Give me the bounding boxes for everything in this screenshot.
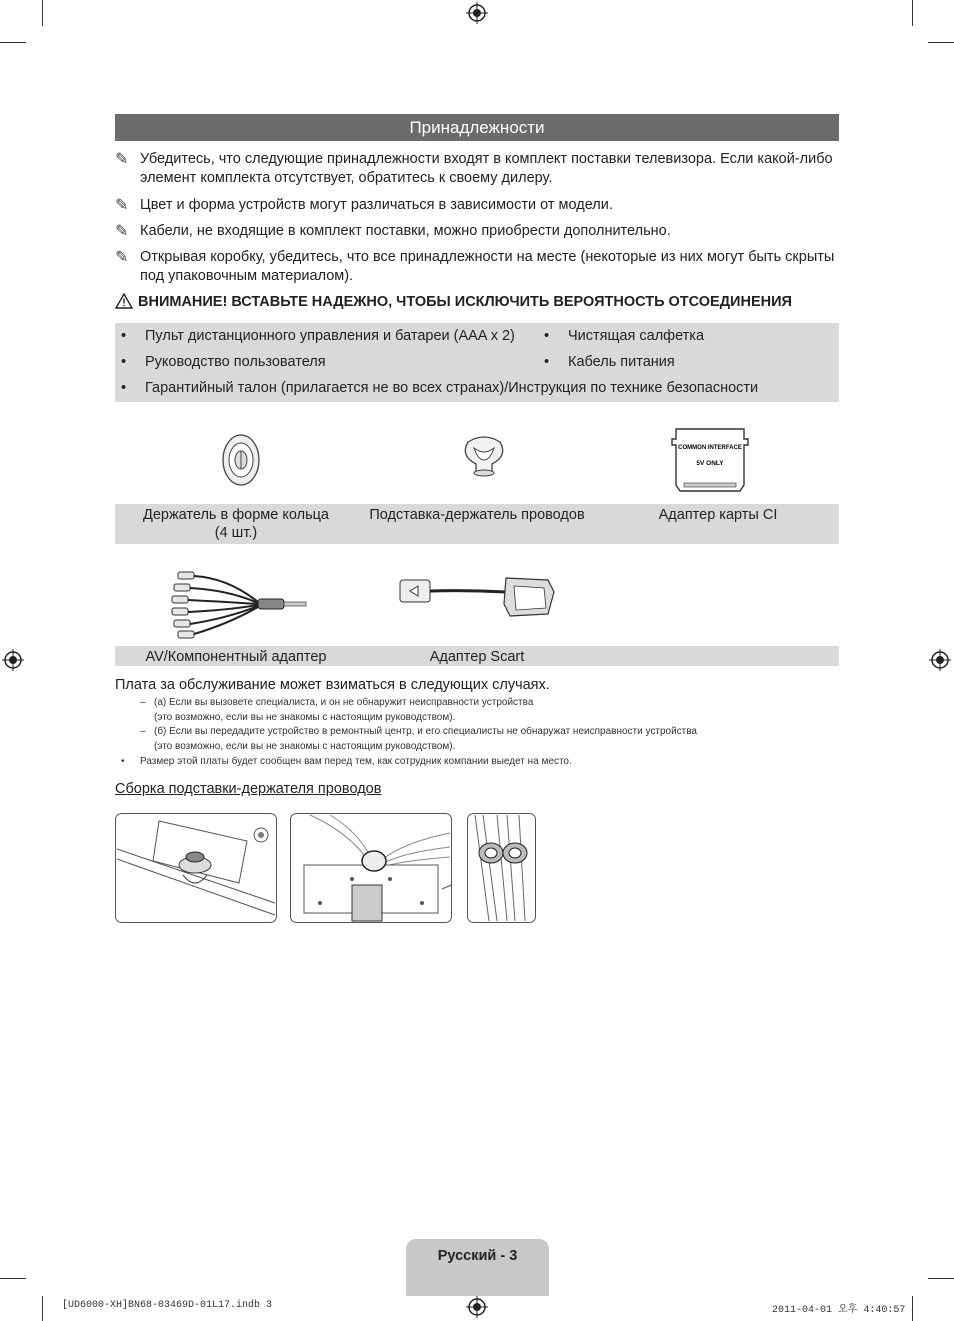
list-item-text: Пульт дистанционного управления и батареи (AAA x 2) (145, 328, 515, 344)
crop-mark (0, 42, 26, 43)
print-timestamp: 2011-04-01 오후 4:40:57 (772, 1305, 906, 1316)
crop-mark (42, 0, 43, 26)
service-case-a-note: (это возможно, если вы не знакомы с настоящим руководством). (154, 712, 456, 723)
note-item (115, 150, 835, 188)
dash: – (140, 697, 146, 708)
crop-mark (42, 1296, 43, 1321)
crop-mark (0, 1278, 26, 1279)
list-item-text: Руководство пользователя (145, 354, 326, 370)
registration-mark-icon (466, 1296, 488, 1318)
print-file-slug: [UD6000-XH]BN68-03469D-01L17.indb 3 (62, 1300, 273, 1311)
av-adapter-caption: AV/Компонентный адаптер (145, 649, 327, 665)
bullet: • (121, 380, 127, 396)
section-title: Принадлежности (115, 114, 839, 141)
bullet: • (544, 354, 550, 370)
page-number-tab (406, 1239, 549, 1296)
ring-holder-caption (120, 506, 352, 542)
ci-card-adapter-illustration (670, 425, 750, 493)
cable-stand-holder-illustration (460, 434, 508, 478)
assembly-step-1-illustration (115, 813, 277, 923)
note-text: Цвет и форма устройств могут различаться в зависимости от модели. (140, 197, 613, 213)
list-item-text: Кабель питания (568, 354, 675, 370)
crop-mark (912, 0, 913, 26)
ci-label-line-2: 5V ONLY (696, 460, 724, 467)
note-item (115, 196, 835, 215)
pencil-note-icon: ✎ (115, 151, 129, 168)
crop-mark (928, 1278, 954, 1279)
assembly-step-2-illustration (290, 813, 452, 923)
assembly-title: Сборка подставки-держателя проводов (115, 781, 382, 797)
note-item (115, 222, 835, 241)
ring-holder-quantity: (4 шт.) (214, 525, 258, 541)
registration-mark-icon (2, 649, 24, 671)
crop-mark (928, 42, 954, 43)
list-item-text: Гарантийный талон (прилагается не во всех странах)/Инструкция по технике безопасности (145, 380, 759, 396)
ring-holder-illustration (218, 432, 264, 488)
registration-mark-icon (929, 649, 951, 671)
bullet: • (544, 328, 550, 344)
warning-line (115, 293, 792, 310)
pencil-note-icon: ✎ (115, 223, 129, 240)
note-text: Кабели, не входящие в комплект поставки, можно приобрести дополнительно. (140, 223, 671, 239)
service-case-a: (a) Если вы вызовете специалиста, и он не обнаружит неисправности устройства (154, 697, 534, 708)
ci-adapter-caption: Адаптер карты CI (658, 507, 778, 523)
pencil-note-icon: ✎ (115, 197, 129, 214)
bullet: • (121, 328, 127, 344)
note-item (115, 248, 835, 286)
service-fee-note: Размер этой платы будет сообщен вам перед тем, как сотрудник компании выедет на место. (140, 756, 572, 767)
ci-label-line-1: COMMON INTERFACE (678, 445, 742, 451)
scart-adapter-caption: Адаптер Scart (429, 649, 525, 665)
registration-mark-icon (466, 2, 488, 24)
pencil-note-icon: ✎ (115, 249, 129, 266)
warning-triangle-icon (115, 293, 133, 309)
page-number: Русский - 3 (437, 1248, 518, 1264)
ring-holder-label: Держатель в форме кольца (143, 507, 329, 523)
service-fee-intro: Плата за обслуживание может взиматься в следующих случаях. (115, 677, 550, 693)
assembly-step-3-illustration (467, 813, 537, 923)
av-component-adapter-illustration (168, 568, 314, 642)
list-item-text: Чистящая салфетка (568, 328, 705, 344)
dash: – (140, 726, 146, 737)
service-case-b-note: (это возможно, если вы не знакомы с настоящим руководством). (154, 741, 456, 752)
bullet: • (121, 756, 125, 767)
bullet: • (121, 354, 127, 370)
note-text: Убедитесь, что следующие принадлежности входят в комплект поставки телевизора. Если какой-либо элемент комплекта отсутствует, обратитесь к своему дилеру. (140, 151, 833, 186)
warning-text: ВНИМАНИЕ! ВСТАВЬТЕ НАДЕЖНО, ЧТОБЫ ИСКЛЮЧИТЬ ВЕРОЯТНОСТЬ ОТСОЕДИНЕНИЯ (138, 294, 792, 310)
crop-mark (912, 1296, 913, 1321)
cable-stand-caption: Подставка-держатель проводов (369, 507, 585, 523)
scart-adapter-illustration (398, 572, 556, 620)
note-text: Открывая коробку, убедитесь, что все принадлежности на месте (некоторые из них могут быть скрыты под упаковочным материалом). (140, 249, 835, 284)
service-case-b: (б) Если вы передадите устройство в ремонтный центр, и его специалисты не обнаружат неисправности устройства (154, 726, 697, 737)
